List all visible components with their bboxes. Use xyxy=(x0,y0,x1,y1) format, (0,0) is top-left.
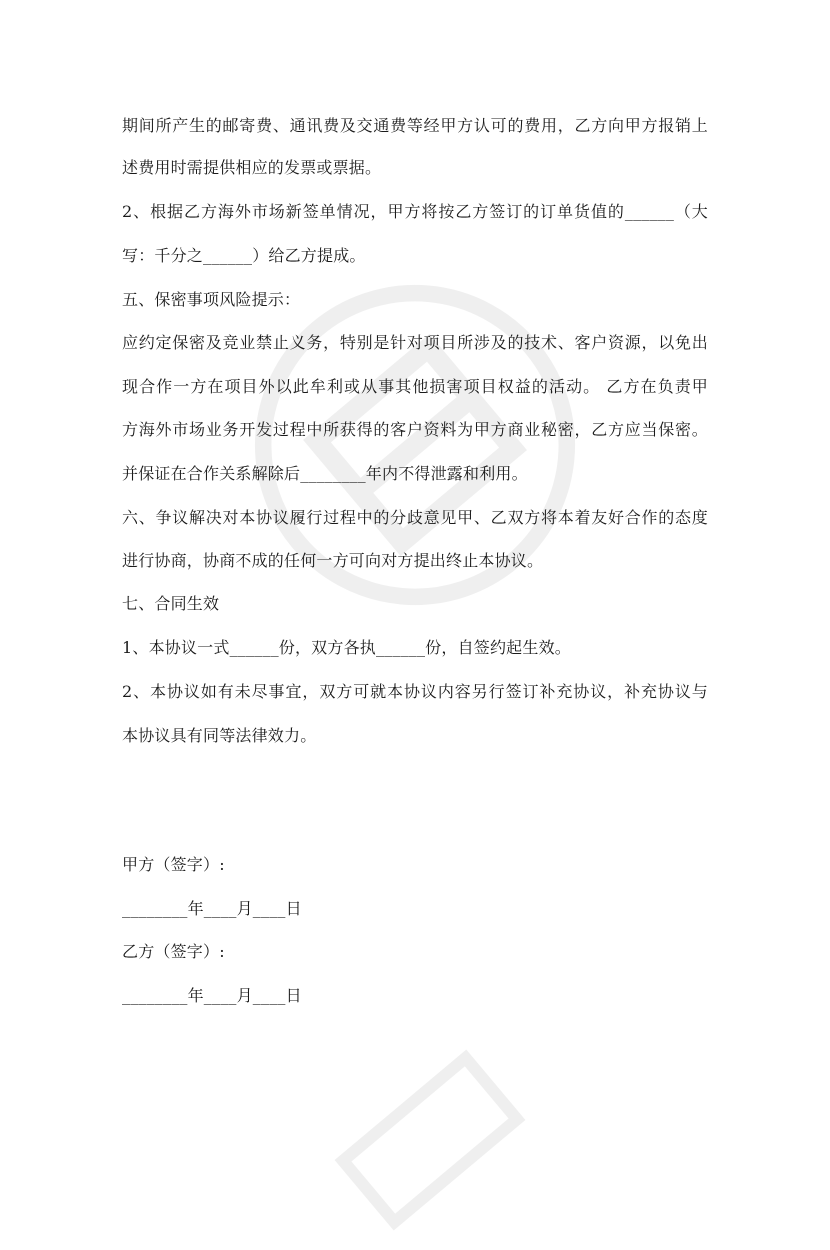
section-heading: 五、保密事项风险提示： xyxy=(122,290,301,309)
party-b-date-line: ________年____月____日 xyxy=(122,986,302,1005)
paragraph-line: 期间所产生的邮寄费、通讯费及交通费等经甲方认可的费用，乙方向甲方报销上 xyxy=(122,116,708,135)
paragraph-line: 六、争议解决对本协议履行过程中的分歧意见甲、乙双方将本着友好合作的态度 xyxy=(122,508,708,527)
paragraph-line: 应约定保密及竞业禁止义务，特别是针对项目所涉及的技术、客户资源，以免出 xyxy=(122,333,708,352)
watermark-logo xyxy=(183,213,648,678)
paragraph-line: 2、本协议如有未尽事宜，双方可就本协议内容另行签订补充协议，补充协议与 xyxy=(122,682,708,701)
party-a-date-line: ________年____月____日 xyxy=(122,899,302,918)
paragraph-line: 方海外市场业务开发过程中所获得的客户资料为甲方商业秘密，乙方应当保密。 xyxy=(122,420,708,439)
watermark-logo-bottom xyxy=(315,1030,545,1250)
section-heading: 七、合同生效 xyxy=(122,594,220,613)
party-a-signature-label: 甲方（签字）: xyxy=(122,855,225,874)
paragraph-line: 1、本协议一式______份，双方各执______份，自签约起生效。 xyxy=(122,638,571,657)
paragraph-line: 并保证在合作关系解除后________年内不得泄露和利用。 xyxy=(122,464,528,483)
paragraph-line: 述费用时需提供相应的发票或票据。 xyxy=(122,158,382,177)
paragraph-line: 进行协商，协商不成的任何一方可向对方提出终止本协议。 xyxy=(122,551,544,570)
paragraph-line: 2、根据乙方海外市场新签单情况，甲方将按乙方签订的订单货值的______（大 xyxy=(122,202,708,221)
paragraph-line: 本协议具有同等法律效力。 xyxy=(122,726,317,745)
party-b-signature-label: 乙方（签字）: xyxy=(122,942,225,961)
paragraph-line: 现合作一方在项目外以此牟利或从事其他损害项目权益的活动。 乙方在负责甲 xyxy=(122,377,708,396)
paragraph-line: 写：千分之______）给乙方提成。 xyxy=(122,246,366,265)
